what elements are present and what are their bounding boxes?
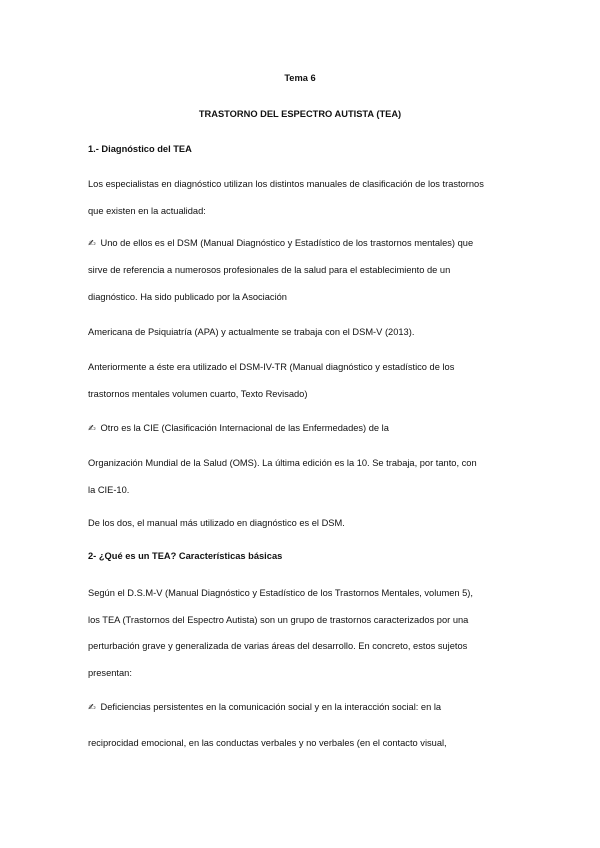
pencil-icon: ✍ <box>88 423 96 433</box>
bullet-1-text: Uno de ellos es el DSM (Manual Diagnóstico y Estadístico de los trastornos mentales) que <box>100 238 474 248</box>
paragraph-6-line-1: Según el D.S.M-V (Manual Diagnóstico y Estadístico de los Trastornos Mentales, volumen 5), <box>88 588 473 598</box>
paragraph-6-line-2: los TEA (Trastornos del Espectro Autista) son un grupo de trastornos caracterizados por una <box>88 615 469 625</box>
topic-heading: Tema 6 <box>284 73 316 83</box>
section-1-heading: 1.- Diagnóstico del TEA <box>88 144 192 154</box>
paragraph-2: Americana de Psiquiatría (APA) y actualmente se trabaja con el DSM-V (2013). <box>88 327 415 337</box>
paragraph-4-line-1: Organización Mundial de la Salud (OMS). La última edición es la 10. Se trabaja, por tanto, con <box>88 458 477 468</box>
paragraph-3-line-2: trastornos mentales volumen cuarto, Texto Revisado) <box>88 389 308 399</box>
document-title: TRASTORNO DEL ESPECTRO AUTISTA (TEA) <box>198 109 402 119</box>
paragraph-3-line-1: Anteriormente a éste era utilizado el DSM-IV-TR (Manual diagnóstico y estadístico de los <box>88 362 455 372</box>
paragraph-6-line-4: presentan: <box>88 668 132 678</box>
paragraph-1-line-2: que existen en la actualidad: <box>88 206 206 216</box>
section-2-heading: 2- ¿Qué es un TEA? Características básicas <box>88 551 283 561</box>
paragraph-5: De los dos, el manual más utilizado en diagnóstico es el DSM. <box>88 518 345 528</box>
bullet-2-line-1 <box>88 422 389 434</box>
pencil-icon: ✍ <box>88 238 96 248</box>
bullet-3-line-1 <box>88 701 441 713</box>
pencil-icon: ✍ <box>88 702 96 712</box>
bullet-2-text: Otro es la CIE (Clasificación Internacional de las Enfermedades) de la <box>100 423 389 433</box>
bullet-1-line-2: sirve de referencia a numerosos profesionales de la salud para el establecimiento de un <box>88 265 451 275</box>
paragraph-4-line-2: la CIE-10. <box>88 485 130 495</box>
bullet-3-text: Deficiencias persistentes en la comunicación social y en la interacción social: en la <box>100 702 442 712</box>
paragraph-6-line-3: perturbación grave y generalizada de varias áreas del desarrollo. En concreto, estos sujetos <box>88 641 468 651</box>
paragraph-1-line-1: Los especialistas en diagnóstico utilizan los distintos manuales de clasificación de los trastornos <box>88 179 484 189</box>
bullet-1-line-1 <box>88 237 473 249</box>
bullet-1-line-3: diagnóstico. Ha sido publicado por la Asociación <box>88 292 287 302</box>
bullet-3-line-2: reciprocidad emocional, en las conductas verbales y no verbales (en el contacto visual, <box>88 738 447 748</box>
